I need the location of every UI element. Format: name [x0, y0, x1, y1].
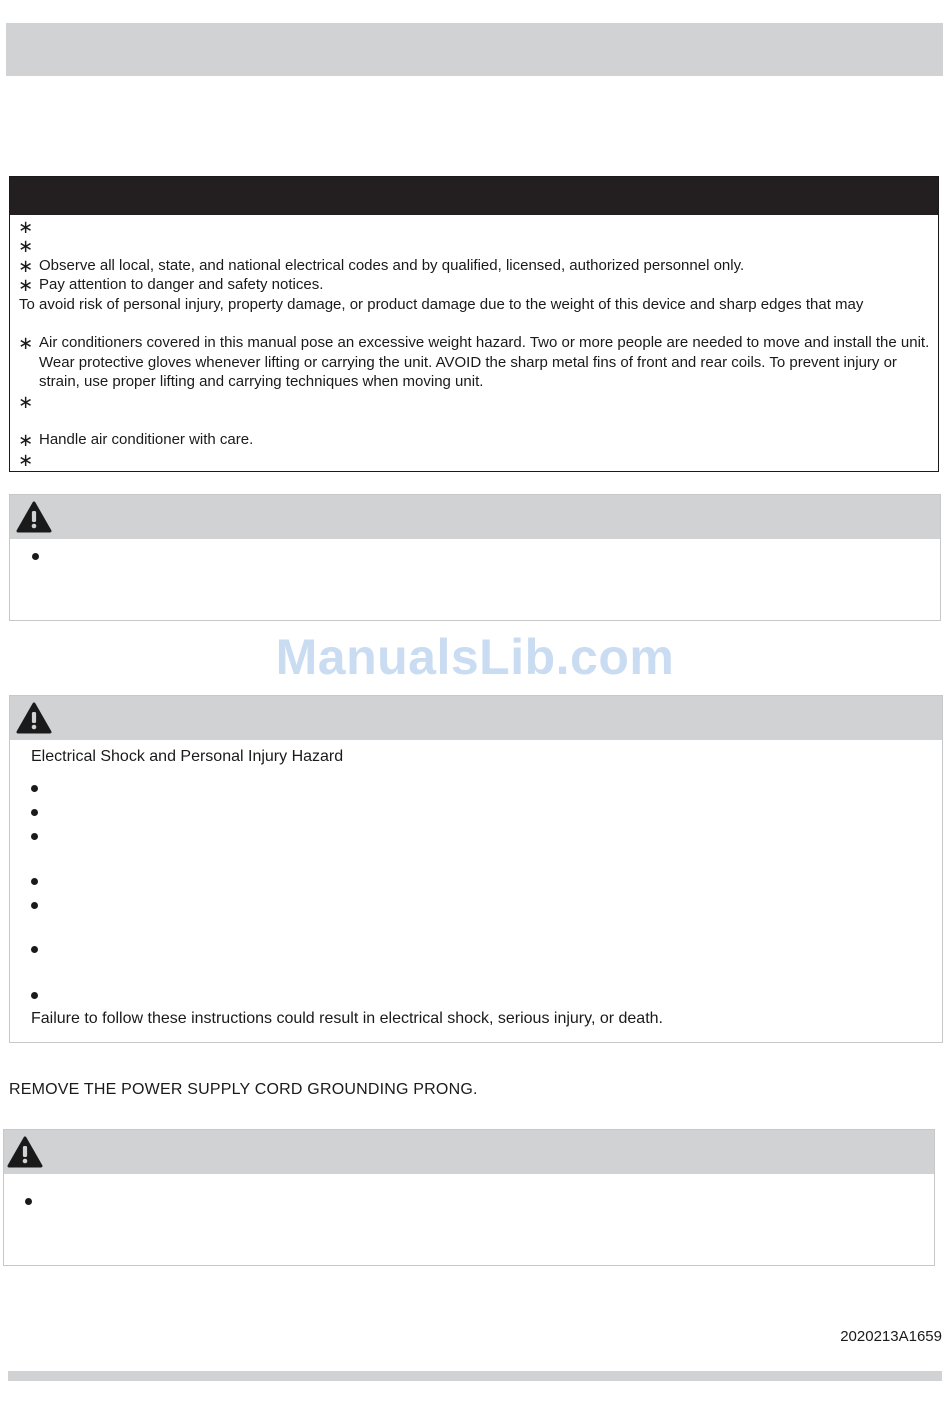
notice-text-line	[18, 411, 930, 430]
notice-item-text: Pay attention to danger and safety notices.	[39, 276, 324, 294]
notice-item-text	[18, 315, 19, 332]
warning-box-3	[3, 1129, 935, 1266]
asterisk-icon: ∗	[18, 391, 34, 413]
asterisk-icon: ∗	[18, 236, 34, 258]
notice-header-band	[10, 177, 938, 215]
warning-triangle-icon	[16, 501, 52, 533]
asterisk-icon: ∗	[18, 217, 34, 238]
bullet-point	[31, 785, 38, 792]
hazard-footer: Failure to follow these instructions could result in electrical shock, serious injury, or death.	[31, 1010, 663, 1027]
bullet-point	[25, 1198, 32, 1205]
notice-item-text: Observe all local, state, and national electrical codes and by qualified, licensed, authorized personnel only.	[39, 256, 745, 274]
bullet-point	[31, 992, 38, 999]
document-code: 2020213A1659	[840, 1328, 942, 1345]
asterisk-icon: ∗	[18, 449, 34, 471]
notice-item-text: Air conditioners covered in this manual pose an excessive weight hazard. Two or more people are needed to move and install the unit. Wear protective gloves whenever lifting or carrying the unit. AVOID the sharp metal fins of front and rear coils. To prevent injury or strain, use proper lifting and carrying techniques when moving unit.	[39, 334, 930, 391]
hazard-subtitle: Electrical Shock and Personal Injury Hazard	[31, 748, 344, 765]
remove-prong-text: REMOVE THE POWER SUPPLY CORD GROUNDING PRONG.	[9, 1081, 478, 1098]
top-header-bar	[6, 23, 943, 76]
warning-box-1	[9, 494, 941, 621]
notice-item-text: Handle air conditioner with care.	[39, 431, 254, 449]
notice-star-item	[18, 430, 930, 452]
warning-box-2	[9, 695, 943, 1043]
warning-header-2	[10, 696, 942, 740]
bullet-point	[31, 833, 38, 840]
bullet-point	[31, 946, 38, 953]
asterisk-icon: ∗	[18, 333, 34, 355]
asterisk-icon: ∗	[18, 430, 34, 452]
notice-star-item	[18, 236, 930, 258]
notice-star-item	[18, 333, 930, 391]
warning-triangle-icon	[7, 1136, 43, 1168]
warning-header-1	[10, 495, 940, 539]
notice-star-item	[18, 392, 930, 411]
notice-star-item	[18, 275, 930, 297]
notice-star-item	[18, 256, 930, 275]
bullet-point	[31, 902, 38, 909]
bullet-point	[31, 878, 38, 885]
notice-text-line	[18, 314, 930, 333]
watermark: ManualsLib.com	[275, 629, 675, 685]
notice-text-line	[18, 295, 930, 314]
bullet-point	[31, 809, 38, 816]
notice-star-item	[18, 450, 930, 469]
warning-triangle-icon	[16, 702, 52, 734]
notice-item-text	[18, 412, 19, 429]
notice-star-item	[18, 217, 930, 236]
bullet-point	[32, 553, 39, 560]
warning-header-3	[4, 1130, 934, 1174]
asterisk-icon: ∗	[18, 275, 34, 297]
safety-notice-box	[9, 176, 939, 472]
notice-body	[18, 217, 930, 469]
notice-item-text: To avoid risk of personal injury, property damage, or product damage due to the weight of this device and sharp edges that may	[19, 295, 864, 313]
bottom-footer-bar	[8, 1371, 942, 1381]
asterisk-icon: ∗	[18, 255, 34, 277]
